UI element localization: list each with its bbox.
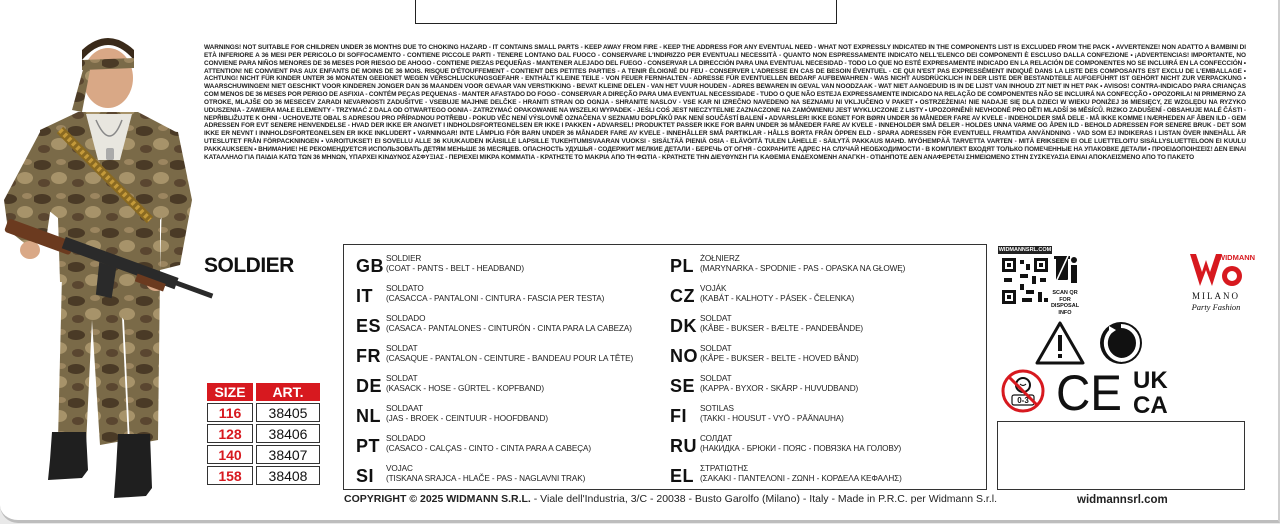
lang-name: SOLDAT xyxy=(700,344,732,353)
lang-name: SOLDAT xyxy=(386,374,418,383)
lang-name: ŻOŁNIERZ xyxy=(700,254,740,263)
lang-items: (JAS - BROEK - CEINTUUR - HOOFDBAND) xyxy=(386,413,548,423)
table-row xyxy=(207,424,320,443)
art-number: 38405 xyxy=(256,403,320,422)
lang-items: (KÅBE - BUKSER - BÆLTE - PANDEBÅNDE) xyxy=(700,323,864,333)
brand-city: MILANO xyxy=(1192,291,1240,301)
qr-disposal-block xyxy=(998,246,1080,316)
table-row xyxy=(207,445,320,464)
widmann-logo xyxy=(1188,246,1256,290)
lang-items: (ΣΑΚΑΚΙ - ΠΑΝΤΕΛΟΝΙ - ΖΩΝΗ - ΚΟΡΔΕΛΑ ΚΕΦΑΛΗΣ) xyxy=(700,473,902,483)
size-table xyxy=(204,381,323,487)
age-label: 0-3 xyxy=(1017,396,1029,405)
lang-code: ES xyxy=(356,316,382,336)
size-header: SIZE xyxy=(207,383,253,401)
lang-code: SI xyxy=(356,466,375,486)
barcode-area xyxy=(997,421,1245,490)
qr-code-icon xyxy=(1000,256,1050,306)
disposal-label: SCAN QR FOR DISPOSAL INFO xyxy=(1050,290,1080,316)
lang-items: (TAKKI - HOUSUT - VYÖ - PÄÄNAUHA) xyxy=(700,413,844,423)
lang-code: DK xyxy=(670,316,697,336)
lang-items: (KABÁT - KALHOTY - PÁSEK - ČELENKA) xyxy=(700,293,855,303)
age-warning-icon xyxy=(1000,368,1046,414)
lang-code: DE xyxy=(356,376,383,396)
ukca-top: UK xyxy=(1133,367,1168,394)
lang-items: (CASACA - PANTALONES - CINTURÓN - CINTA PARA LA CABEZA) xyxy=(386,323,632,333)
costume-photo xyxy=(0,20,230,515)
lang-name: SOLDIER xyxy=(386,254,422,263)
recycle-icon xyxy=(1098,320,1144,366)
size-value: 116 xyxy=(207,403,253,422)
size-value: 140 xyxy=(207,445,253,464)
lang-name: SOLDAAT xyxy=(386,404,423,413)
art-header: ART. xyxy=(256,383,320,401)
lang-items: (TISKANA SRAJCA - HLAČE - PAS - NAGLAVNI TRAK) xyxy=(386,473,586,483)
lang-name: SOTILAS xyxy=(700,404,734,413)
lang-name: SOLDATO xyxy=(386,284,424,293)
lang-name: ΣΤΡΑΤΙΩΤΗΣ xyxy=(700,464,749,473)
top-label-tab xyxy=(415,0,837,24)
website-url: widmannsrl.com xyxy=(1077,494,1168,506)
safety-warnings: WARNINGS! NOT SUITABLE FOR CHILDREN UNDER 36 MONTHS DUE TO CHOKING HAZARD - IT CONTAINS SMALL PARTS - KEEP AWAY FROM FIRE - KEEP THE ADDRESS FOR ANY EVENTUAL NEED - WHAT NOT EXPRESSLY INDICATED IN THE COMPONENTS LIST IS EXCLUDED FROM THE PACK • AVVERTENZE! NON ADATTO A BAMBINI DI ETÀ INFERIORE A 36 MESI PER PERICOLO DI SOFFOCAMENTO - CONTIENE PICCOLE PARTI - TENERE LONTANO DAL FUOCO - CONSERVARE L'INDIRIZZO PER EVENTUALI NECESSITÀ - QUANTO NON ESPRESSAMENTE INDICATO NELL'ELENCO DEI COMPONENTI È ESCLUSO DALLA CONFEZIONE • ¡ADVERTENCIAS! IMPORTANTE, NO CONVIENE PARA NIÑOS MENORES DE 36 MESES POR RIESGO DE AHOGO - CONTIENE PIEZAS PEQUEÑAS - MANTENER ALEJADO DEL FUEGO - CONSERVAR LA DIRECCIÓN PARA UNA EVENTUAL NECESIDAD - TODO LO QUE NO ESTÉ EXPRESAMENTE INDICADO EN LA RELACIÓN DE COMPONENTES NO SE INCLUIRÁ EN LA CONFECCIÓN • ATTENTION! NE CONVIENT PAS AUX ENFANTS DE MOINS DE 36 MOIS. RISQUE D'ÉTOUFFEMENT - CONTIENT DES PETITES PARTIES - A TENIR ÉLOIGNÉ DU FEU - CONSERVER L'ADRESSE EN CAS DE BESOIN ÉVENTUEL - CE QUI N'EST PAS EXPRESSÉMENT INDIQUÉ DANS LA LISTE DES COMPOSANTS EST EXCLU DE L'EMBALLAGE • ACHTUNG! NICHT FÜR KINDER UNTER 36 MONATEN GEEIGNET WEGEN VERSCHLUCKUNGSGEFAHR - ENTHÄLT KLEINE TEILE - VON FEUER FERNHALTEN - ADRESSE FÜR EVENTUELLEN BEDARF AUFBEWAHREN - WAS NICHT AUSDRÜCKLICH IN DER LISTE DER BESTANDTEILE AUFGEFÜHRT IST GEHÖRT NICHT ZUR VERPACKUNG • WAARSCHUWINGEN! NIET GESCHIKT VOOR KINDEREN JONGER DAN 36 MAANDEN VOOR GEVAAR VAN VERSTIKKING - BEVAT KLEINE DELEN - VAN HET VUUR HOUDEN - ADRES BEWAREN IN GEVAL VAN NOODZAAK - WAT NIET AANGEDUID IS IN DE LIJST VAN INHOUD ZIT NIET IN HET PAK • AVISOS! CONTRA-INDICADO PARA CRIANÇAS COM MENOS DE 36 MESES POR PERIGO DE ASFIXIA - CONTÉM PEÇAS PEQUENAS - MANTER AFASTADO DO FOGO - CONSERVAR A DIREÇÃO PARA UMA EVENTUAL NECESSIDADE - TUDO O QUE NÃO ESTEJA EXPRESSAMENTE INDICADO NA RELAÇÃO DE COMPONENTES NÃO SE INCLUIRÁ NA CONFECÇÃO • OPOZORILA! NI PRIMERNO ZA OTROKE, MLAJŠE OD 36 MESECEV ZARADI NEVARNOSTI ZADUŠITVE - VSEBUJE MAJHNE DELČKE - HRANITI STRAN OD OGNJA - SHRANITE NASLOV - VSE KAR NI IZREČNO NAVEDENO NA SEZNAMU NI VKLJUČENO V PAKET • OSTRZEŻENIA! NIE NADAJE SIĘ DLA DZIECI W WIEKU PONIŻEJ 36 MIESIĘCY, ZE WZGLĘDU NA RYZYKO UDUSZENIA - ZAWIERA MAŁE ELEMENTY - TRZYMAĆ Z DALA OD OTWARTEGO OGNIA - ZATRZYMAĆ OPAKOWANIE NA WSZELKI WYPADEK - JEŚLI COŚ JEST NIECZYTELNIE ZAZNACZONE NA ZAMÓWIENIU JEST WYKLUCZONE Z LISTY • UPOZORNĚNÍ! NEVHODNÉ PRO DĚTI MLADŠÍ 36 MĚSÍCŮ. RIZIKO ZADUŠENÍ - OBSAHUJE MALÉ ČÁSTI - NEPŘIBLIŽUJTE K OHNI - UCHOVEJTE OBAL S ADRESOU PRO PŘÍPADNOU POTŘEBU - POKUD VĚC NENÍ VÝSLOVNĚ OZNAČENA V SEZNAMU DOPLŇKŮ PAK NENÍ SOUČÁSTÍ BALENÍ • ADVARSLER! IKKE EGNET FOR BØRN UNDER 36 MÅNEDER FARE AV KVELE - INDEHOLDER SMÅ DELE - MÅ IKKE KOMME I NÆRHEDEN AF ÅBEN ILD - GEM ADRESSEN FOR EVT SENERE HENVENDELSE - HVAD DER IKKE ER ANGIVET I INDHOLDSFORTEGNELSEN ER IKKE I PAKKEN • ADVARSEL! PRODUKTET PASSER IKKE FOR BARN UNDER 36 MÅNEDER FARE AV KVELE - INNEHOLDER SMÅ DELER - HOLDES UNNA VARME OG ÅPEN ILD - BEHOLD ADRESSEN FOR SENERE BRUK - DET SOM IKKE ER NEVNT I INNHOLDSFORTEGNELSEN ER IKKE INKLUDERT • VARNINGAR! INTE LÄMPLIG FÖR BARN UNDER 36 MÅNADER FARE AV KVELE - INNEHÅLLER SMÅ PARTIKLAR - HÅLLS BORTA FRÅN ÖPPEN ELD - SPARA ADRESSEN FÖR EVENTUELL FRAMTIDA ANVÄNDNING - VAD SOM EJ INDIKERAS I LISTAN ÖVER INNEHÅLL ÄR UTESLUTET FRÅN FÖRPACKNINGEN • VAROITUKSET! EI SOVELLU ALLE 36 KUUKAUDEN IKÄISILLE LAPSILLE TUKEHTUMISVAARAN VUOKSI - SISÄLTÄÄ PIENIÄ OSIA - ELÄVÖITÄ TULEN LÄHELLE - SÄILYTÄ PAKKAUS MAHD. MYÖHEMPÄÄ TARVETTA VARTEN - MITÄ ERIKSEEN EI OLE LUETTELOITU SISÄLLYSLUETTELOON EI KUULU PAKKAUKSEEN • ВНИМАНИЕ! НЕ РЕКОМЕНДУЕТСЯ ИСПОЛЬЗОВАТЬ ДЕТЯМ МЕНЬШЕ 36 МЕСЯЦЕВ. ОПАСНОСТЬ УДУШЬЯ - СОДЕРЖИТ МЕЛКИЕ ДЕТАЛИ - БЕРЕЧЬ ОТ ОГНЯ - СОХРАНИТЕ АДРЕС НА СЛУЧАЙ НЕОБХОДИМОСТИ - В КОМПЛЕКТ ВХОДЯТ ТОЛЬКО ПОМЕЧЕННЫЕ НА УПАКОВКЕ ДЕТАЛИ • ΠΡΟΕΙΔΟΠΟΙΗΣΕΙΣ! ΔΕΝ ΕΙΝΑΙ ΚΑΤΑΛΛΗΛΟ ΓΙΑ ΠΑΙΔΙΑ ΚΑΤΩ ΤΩΝ 36 ΜΗΝΩΝ, ΥΠΑΡΧΕΙ ΚΙΝΔΥΝΟΣ ΑΣΦΥΞΙΑΣ - ΠΕΡΙΕΧΕΙ ΜΙΚΡΑ ΚΟΜΜΑΤΙΑ - ΚΡΑΤΗΣΤΕ ΤΟ ΜΑΚΡΙΑ ΑΠΟ ΤΗ ΦΩΤΙΑ - ΚΡΑΤΗΣΤΕ ΤΗΝ ΔΙΕΥΘΥΝΣΗ ΓΙΑ ΚΑΘΕΜΙΑ ΕΝΔΕΧΟΜΕΝΗ ΑΝΑΓΚΗ - ΟΤΙΔΗΠΟΤΕ ΔΕΝ ΑΝΑΦΕΡΕΤΑΙ ΣΗΜΕΙΩΜΕΝΟ ΣΤΗΝ ΣΥΣΚΕΥΑΣΙΑ ΕΙΝΑΙ ΑΠΟΚΛΕΙΣΜΕΝΟ ΑΠΟ ΤΟ ΠΑΚΕΤΟ xyxy=(204,44,1246,161)
lang-items: (CASACO - CALÇAS - CINTO - CINTA PARA A CABEÇA) xyxy=(386,443,592,453)
lang-items: (CASAQUE - PANTALON - CEINTURE - BANDEAU POUR LA TÊTE) xyxy=(386,353,634,363)
lang-items: (CASACCA - PANTALONI - CINTURA - FASCIA PER TESTA) xyxy=(386,293,605,303)
lang-code: IT xyxy=(356,286,373,306)
lang-code: NO xyxy=(670,346,698,366)
lang-items: (MARYNARKA - SPODNIE - PAS - OPASKA NA GŁOWĘ) xyxy=(700,263,906,273)
warning-triangle-icon xyxy=(1034,320,1086,366)
ce-text: CE xyxy=(1056,365,1122,421)
copyright-address: - Viale dell'Industria, 3/C - 20038 - Busto Garolfo (Milano) - Italy - Made in P.R.C. per Widmann S.r.l. xyxy=(530,493,997,505)
lang-code: RU xyxy=(670,436,697,456)
lang-name: SOLDADO xyxy=(386,314,426,323)
lang-code: GB xyxy=(356,256,384,276)
ce-mark-icon xyxy=(1056,365,1126,421)
lang-code: FR xyxy=(356,346,381,366)
lang-name: SOLDAT xyxy=(386,344,418,353)
ukca-mark-icon xyxy=(1132,366,1182,419)
logo-text: WIDMANN xyxy=(1218,253,1256,262)
table-row xyxy=(207,403,320,422)
art-number: 38406 xyxy=(256,424,320,443)
lang-name: VOJÁK xyxy=(700,284,727,293)
table-row xyxy=(207,466,320,485)
lang-name: VOJAC xyxy=(386,464,413,473)
art-number: 38407 xyxy=(256,445,320,464)
language-box xyxy=(343,244,987,490)
size-value: 128 xyxy=(207,424,253,443)
lang-name: СОЛДАТ xyxy=(700,434,733,443)
ukca-bottom: CA xyxy=(1133,392,1168,419)
copyright-line xyxy=(344,493,997,505)
lang-code: PL xyxy=(670,256,695,276)
product-title: SOLDIER xyxy=(204,254,294,277)
lang-items: (KAPPA - BYXOR - SKÄRP - HUVUDBAND) xyxy=(700,383,859,393)
lang-code: NL xyxy=(356,406,381,426)
copyright-bold: COPYRIGHT © 2025 WIDMANN S.R.L. xyxy=(344,493,531,505)
lang-name: SOLDADO xyxy=(386,434,426,443)
lang-code: EL xyxy=(670,466,695,486)
lang-name: SOLDAT xyxy=(700,374,732,383)
bin-info-icon xyxy=(1054,252,1080,288)
lang-name: SOLDAT xyxy=(700,314,732,323)
lang-items: (НАКИДКА - БРЮКИ - ПОЯС - ПОВЯЗКА НА ГОЛОВУ) xyxy=(700,443,902,453)
lang-items: (COAT - PANTS - BELT - HEADBAND) xyxy=(386,263,524,273)
lang-items: (KÅPE - BUKSER - BELTE - HOVED BÅND) xyxy=(700,353,859,363)
lang-code: SE xyxy=(670,376,696,396)
size-value: 158 xyxy=(207,466,253,485)
lang-code: FI xyxy=(670,406,687,426)
brand-tagline: Party Fashion xyxy=(1191,302,1241,312)
art-number: 38408 xyxy=(256,466,320,485)
lang-code: PT xyxy=(356,436,381,456)
lang-items: (KASACK - HOSE - GÜRTEL - KOPFBAND) xyxy=(386,383,544,393)
lang-code: CZ xyxy=(670,286,695,306)
qr-label: WIDMANNSRL.COM xyxy=(998,247,1052,253)
